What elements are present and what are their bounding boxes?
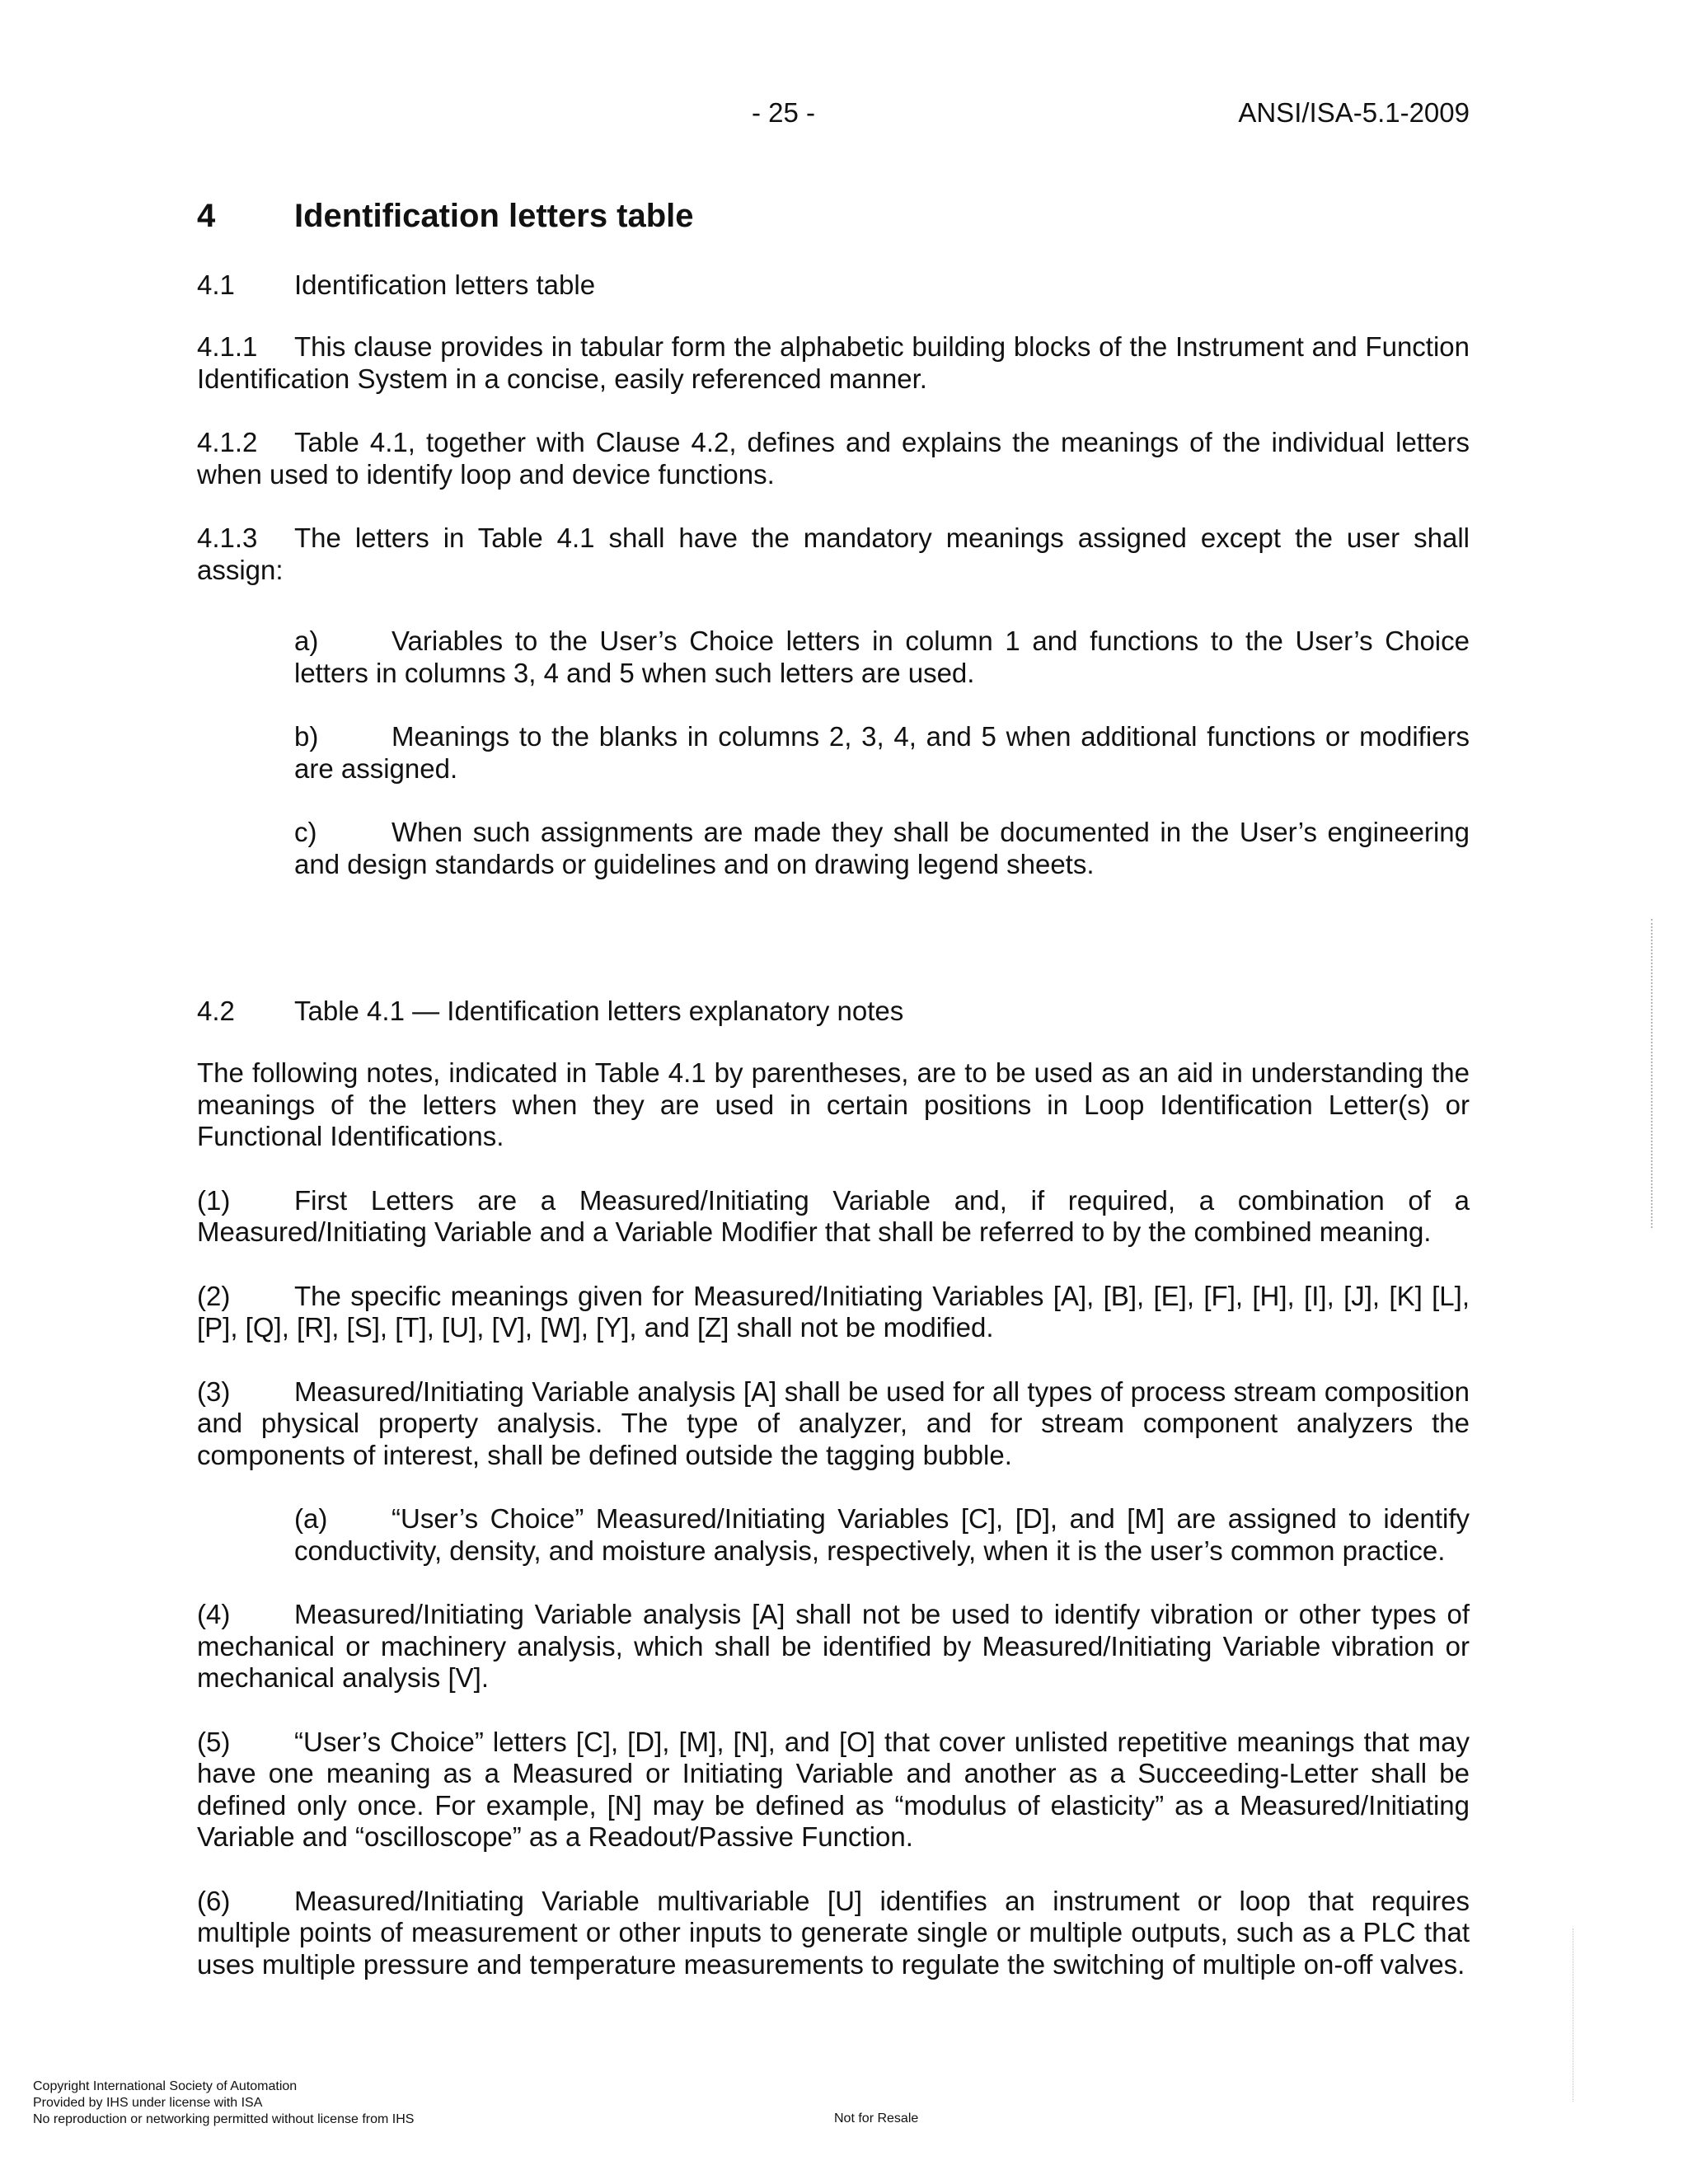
note-1 — [197, 1185, 1470, 1249]
section-heading — [197, 196, 1470, 236]
clause-text: The letters in Table 4.1 shall have the mandatory meanings assigned except the user shall assign: — [197, 523, 1470, 585]
note-5 — [197, 1727, 1470, 1854]
list-item — [294, 626, 1470, 689]
subsection-number: 4.2 — [197, 996, 235, 1026]
clause-4-1-2 — [197, 427, 1470, 490]
spacer — [197, 912, 1470, 995]
note-number: (6) — [197, 1885, 231, 1916]
note-number: (1) — [197, 1184, 231, 1216]
page-content — [197, 196, 1470, 2013]
note-2 — [197, 1281, 1470, 1344]
list-text: When such assignments are made they shall be documented in the User’s engineering and design standards or guidelines and on drawing legend sheets. — [294, 817, 1470, 879]
subsection-heading — [197, 995, 1470, 1028]
list-item — [294, 817, 1470, 880]
clause-4-1-3 — [197, 523, 1470, 586]
list-item — [294, 721, 1470, 785]
margin-watermark — [1573, 1929, 1580, 2102]
note-6 — [197, 1886, 1470, 1981]
note-text: Measured/Initiating Variable analysis [A] shall be used for all types of process stream composition and physical property analysis. The type of analyzer, and for stream component analyzers the components of interest, shall be defined outside the tagging bubble. — [197, 1376, 1470, 1470]
footer-line: Copyright International Society of Automation — [33, 2079, 298, 2093]
subsection-title: Table 4.1 — Identification letters explanatory notes — [294, 996, 904, 1026]
note-number: (3) — [197, 1376, 231, 1407]
clause-4-1-1 — [197, 331, 1470, 395]
list-marker: c) — [294, 817, 317, 847]
section-number: 4 — [197, 198, 216, 234]
note-text: First Letters are a Measured/Initiating Variable and, if required, a combination of a Measured/Initiating Variable and a Variable Modifier that shall be referred to by the combined meaning. — [197, 1184, 1470, 1247]
document-id: ANSI/ISA-5.1-2009 — [1238, 97, 1470, 128]
clause-text: Table 4.1, together with Clause 4.2, defines and explains the meanings of the individual letters when used to identify loop and device functions. — [197, 427, 1470, 490]
footer-line: No reproduction or networking permitted without license from IHS — [33, 2112, 415, 2126]
note-4 — [197, 1599, 1470, 1694]
note-number: (4) — [197, 1599, 231, 1629]
intro-paragraph: The following notes, indicated in Table 4.1 by parentheses, are to be used as an aid in understanding the meanings of the letters when they are used in certain positions in Loop Identification Letter(s) or Functional Identifications. — [197, 1057, 1470, 1151]
list-text: Variables to the User’s Choice letters in column 1 and functions to the User’s Choice letters in columns 3, 4 and 5 when such letters are used. — [294, 626, 1470, 688]
footer-line: Provided by IHS under license with ISA — [33, 2096, 263, 2110]
clause-number: 4.1.3 — [197, 523, 258, 553]
not-for-resale: Not for Resale — [834, 2111, 919, 2125]
copyright-footer — [33, 2079, 414, 2128]
margin-watermark — [1651, 919, 1661, 1228]
assignment-list — [294, 626, 1470, 880]
list-text: Meanings to the blanks in columns 2, 3, 4, and 5 when additional functions or modifiers are assigned. — [294, 721, 1470, 784]
note-text: “User’s Choice” letters [C], [D], [M], [N], and [O] that cover unlisted repetitive meanings that may have one meaning as a Measured or Initiating Variable and another as a Succeeding-Letter shall be defined only once. For example, [N] may be defined as “modulus of elasticity” as a Measured/Initiating Variable and “oscilloscope” as a Readout/Passive Function. — [197, 1726, 1470, 1852]
list-marker: a) — [294, 626, 319, 656]
subsection-heading — [197, 269, 1470, 302]
note-number: (2) — [197, 1280, 231, 1311]
note-3 — [197, 1376, 1470, 1472]
subsection-number: 4.1 — [197, 269, 235, 300]
note-text: Measured/Initiating Variable analysis [A] shall not be used to identify vibration or other types of mechanical or machinery analysis, which shall be identified by Measured/Initiating Variable vibration or mechanical analysis [V]. — [197, 1599, 1470, 1693]
clause-number: 4.1.1 — [197, 331, 258, 362]
section-title: Identification letters table — [294, 198, 694, 234]
clause-number: 4.1.2 — [197, 427, 258, 457]
note-number: (5) — [197, 1726, 231, 1757]
clause-text: This clause provides in tabular form the alphabetic building blocks of the Instrument and Function Identification System in a concise, easily referenced manner. — [197, 331, 1470, 394]
note-number: (a) — [294, 1503, 328, 1534]
note-text: Measured/Initiating Variable multivariable [U] identifies an instrument or loop that requires multiple points of measurement or other inputs to generate single or multiple outputs, such as a PLC that uses multiple pressure and temperature measurements to regulate the switching of multiple on-off valves. — [197, 1885, 1470, 1980]
list-marker: b) — [294, 721, 319, 752]
note-3a — [294, 1503, 1470, 1567]
subsection-title: Identification letters table — [294, 269, 596, 300]
note-text: The specific meanings given for Measured/Initiating Variables [A], [B], [E], [F], [H], [I], [J], [K] [L], [P], [Q], [R], [S], [T], [U], [V], [W], [Y], and [Z] shall not be modified. — [197, 1280, 1470, 1343]
note-text: “User’s Choice” Measured/Initiating Variables [C], [D], and [M] are assigned to identify conductivity, density, and moisture analysis, respectively, when it is the user’s common practice. — [294, 1503, 1470, 1566]
page-number: - 25 - — [752, 97, 816, 128]
